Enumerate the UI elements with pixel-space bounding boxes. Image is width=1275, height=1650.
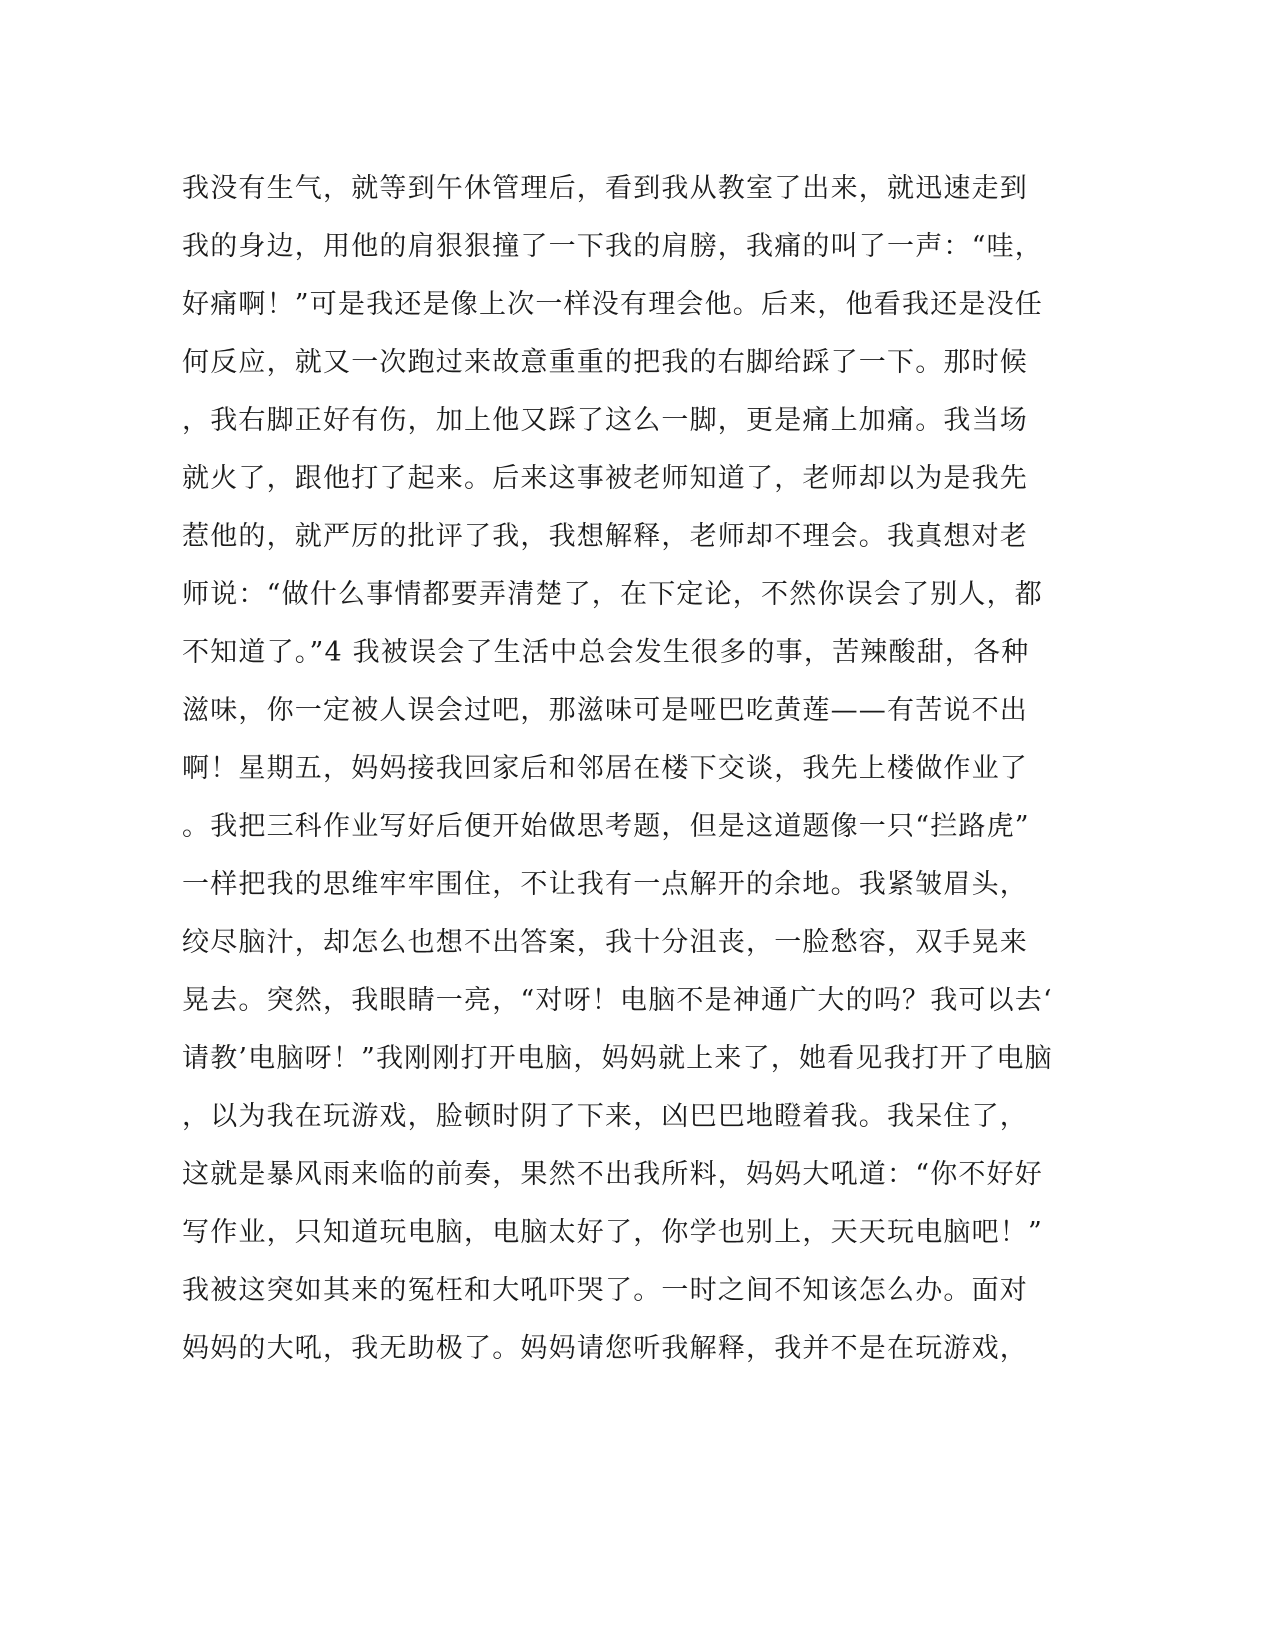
text-line: ，以为我在玩游戏，脸顿时阴了下来，凶巴巴地瞪着我。我呆住了， xyxy=(182,1101,1028,1132)
text-line: 这就是暴风雨来临的前奏，果然不出我所料，妈妈大吼道：“你不好好 xyxy=(182,1159,1044,1190)
text-line: 啊！星期五，妈妈接我回家后和邻居在楼下交谈，我先上楼做作业了 xyxy=(182,753,1028,784)
text-line: 何反应，就又一次跑过来故意重重的把我的右脚给踩了一下。那时候 xyxy=(182,347,1028,378)
text-line: 我被这突如其来的冤枉和大吼吓哭了。一时之间不知该怎么办。面对 xyxy=(182,1275,1028,1306)
text-line: ，我右脚正好有伤，加上他又踩了这么一脚，更是痛上加痛。我当场 xyxy=(182,405,1028,436)
text-line: 妈妈的大吼，我无助极了。妈妈请您听我解释，我并不是在玩游戏， xyxy=(182,1333,1028,1364)
text-line: 一样把我的思维牢牢围住，不让我有一点解开的余地。我紧皱眉头， xyxy=(182,869,1028,900)
text-line: 我的身边，用他的肩狠狠撞了一下我的肩膀，我痛的叫了一声：“哇， xyxy=(182,231,1044,262)
text-line: 好痛啊！”可是我还是像上次一样没有理会他。后来，他看我还是没任 xyxy=(182,289,1044,320)
text-line: 写作业，只知道玩电脑，电脑太好了，你学也别上，天天玩电脑吧！” xyxy=(182,1217,1044,1248)
text-line: 请教’电脑呀！”我刚刚打开电脑，妈妈就上来了，她看见我打开了电脑 xyxy=(182,1043,1053,1074)
text-line: 滋味，你一定被人误会过吧，那滋味可是哑巴吃黄莲——有苦说不出 xyxy=(182,695,1028,726)
text-line: 我没有生气，就等到午休管理后，看到我从教室了出来，就迅速走到 xyxy=(182,173,1028,204)
text-line: 师说：“做什么事情都要弄清楚了，在下定论，不然你误会了别人，都 xyxy=(182,579,1044,610)
text-line: 。我把三科作业写好后便开始做思考题，但是这道题像一只“拦路虎” xyxy=(182,811,1030,842)
text-line: 不知道了。”4 我被误会了生活中总会发生很多的事，苦辣酸甜，各种 xyxy=(182,637,1030,668)
text-line: 晃去。突然，我眼睛一亮，“对呀！电脑不是神通广大的吗？我可以去‘ xyxy=(182,985,1053,1016)
text-line: 就火了，跟他打了起来。后来这事被老师知道了，老师却以为是我先 xyxy=(182,463,1028,494)
text-line: 绞尽脑汁，却怎么也想不出答案，我十分沮丧，一脸愁容，双手晃来 xyxy=(182,927,1028,958)
text-line: 惹他的，就严厉的批评了我，我想解释，老师却不理会。我真想对老 xyxy=(182,521,1028,552)
body-text xyxy=(182,160,1053,1378)
